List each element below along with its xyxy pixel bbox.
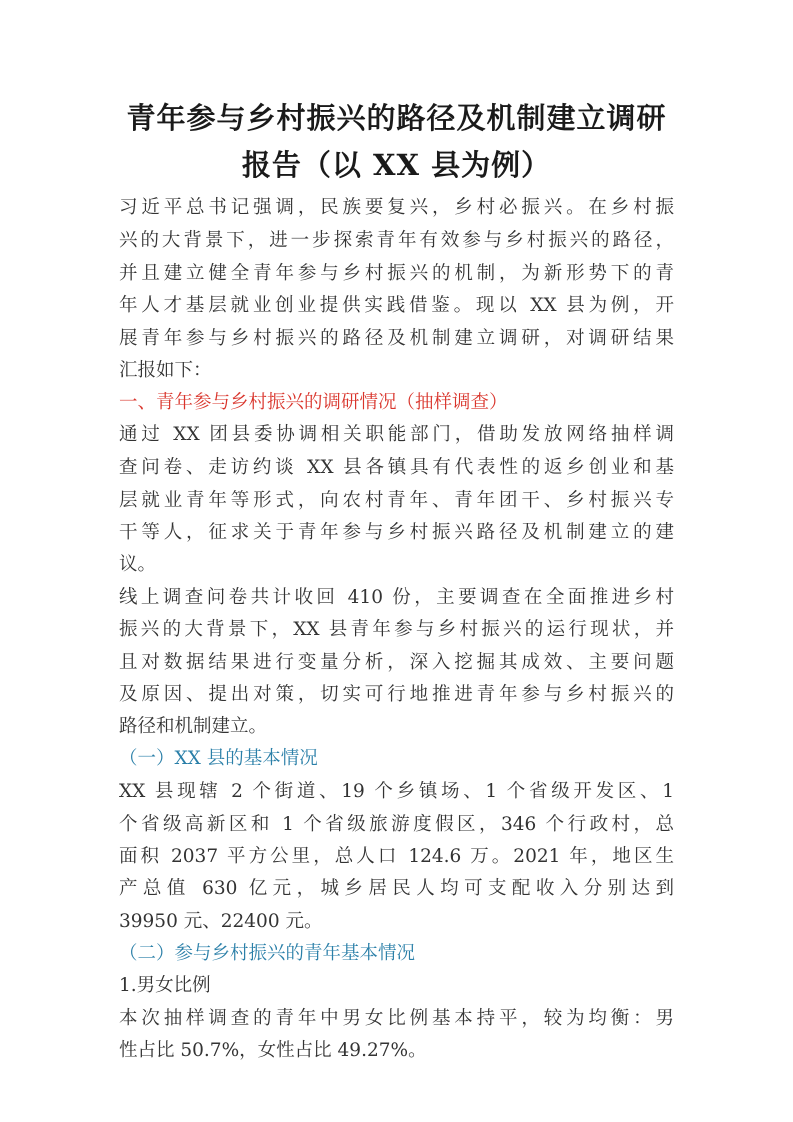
paragraph-line: 通过 XX 团县委协调相关职能部门，借助发放网络抽样调	[119, 424, 674, 445]
intro-line: 习近平总书记强调，民族要复兴，乡村必振兴。在乡村振	[119, 197, 674, 218]
paragraph-line: 产总值 630 亿元，城乡居民人均可支配收入分别达到	[119, 878, 674, 899]
subsection-heading: （一）XX 县的基本情况	[119, 748, 318, 769]
intro-line: 年人才基层就业创业提供实践借鉴。现以 XX 县为例，开	[119, 295, 674, 316]
paragraph-line: 个省级高新区和 1 个省级旅游度假区，346 个行政村，总	[119, 814, 674, 835]
paragraph-line: 层就业青年等形式，向农村青年、青年团干、乡村振兴专	[119, 490, 674, 511]
paragraph-line: 路径和机制建立。	[119, 716, 268, 737]
item-heading: 1.男女比例	[119, 975, 211, 996]
paragraph-line: 线上调查问卷共计收回 410 份，主要调查在全面推进乡村	[119, 587, 674, 608]
intro-line: 汇报如下：	[119, 360, 212, 381]
paragraph-line: 且对数据结果进行变量分析，深入挖掘其成效、主要问题	[119, 652, 674, 673]
intro-line: 兴的大背景下，进一步探索青年有效参与乡村振兴的路径，	[119, 230, 674, 251]
paragraph-line: XX 县现辖 2 个街道、19 个乡镇场、1 个省级开发区、1	[119, 781, 674, 802]
subsection-heading: （二）参与乡村振兴的青年基本情况	[119, 943, 416, 964]
section-heading: 一、青年参与乡村振兴的调研情况（抽样调查）	[119, 392, 508, 413]
intro-line: 并且建立健全青年参与乡村振兴的机制，为新形势下的青	[119, 263, 674, 284]
paragraph-line: 本次抽样调查的青年中男女比例基本持平，较为均衡：男	[119, 1008, 674, 1029]
paragraph-line: 及原因、提出对策，切实可行地推进青年参与乡村振兴的	[119, 684, 674, 705]
paragraph-line: 议。	[119, 554, 157, 575]
document-title-line-1: 青年参与乡村振兴的路径及机制建立调研	[126, 101, 667, 135]
paragraph-line: 面积 2037 平方公里，总人口 124.6 万。2021 年，地区生	[119, 846, 674, 867]
paragraph-line: 39950 元、22400 元。	[119, 911, 323, 932]
document-title-line-2: 报告（以 XX 县为例）	[241, 148, 552, 182]
paragraph-line: 性占比 50.7%，女性占比 49.27%。	[119, 1040, 427, 1061]
paragraph-line: 干等人，征求关于青年参与乡村振兴路径及机制建立的建	[119, 522, 674, 543]
paragraph-line: 振兴的大背景下，XX 县青年参与乡村振兴的运行现状，并	[119, 619, 674, 640]
intro-line: 展青年参与乡村振兴的路径及机制建立调研，对调研结果	[119, 328, 674, 349]
paragraph-line: 查问卷、走访约谈 XX 县各镇具有代表性的返乡创业和基	[119, 457, 674, 478]
